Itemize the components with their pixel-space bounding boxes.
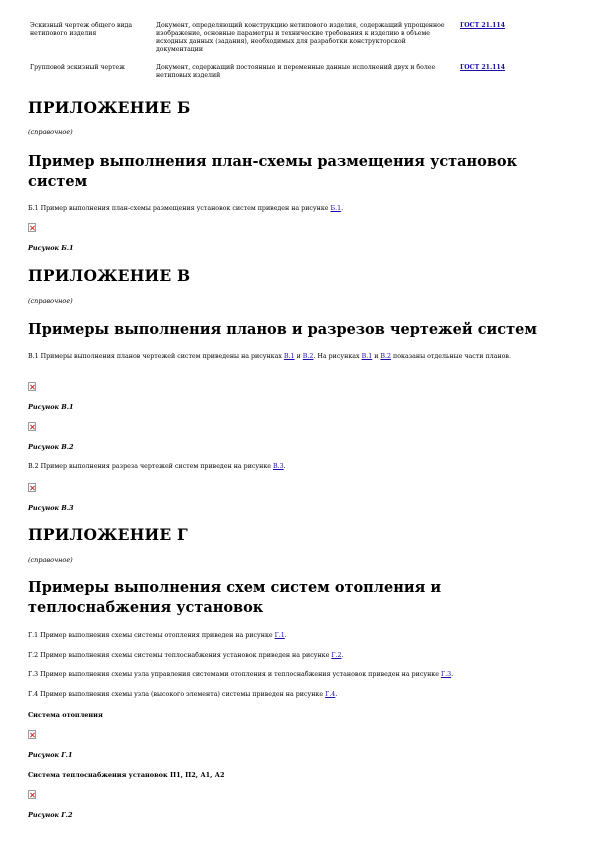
paragraph-text: В.1 Примеры выполнения планов чертежей систем приведены на рисунках — [28, 353, 284, 360]
table-cell-description: Документ, содержащий постоянные и переменные данные исполнений двух и более нетиповых изделий — [156, 64, 436, 79]
paragraph-text: и — [294, 353, 303, 360]
figure-link-v3[interactable]: В.3 — [273, 463, 284, 470]
figure-link-g4[interactable]: Г.4 — [325, 691, 336, 698]
figure-link-v2[interactable]: В.2 — [302, 353, 314, 360]
paragraph-g4 — [28, 690, 558, 699]
subheading-heat-supply-system: Система теплоснабжения установок П1, П2, А1, А2 — [28, 771, 225, 779]
figure-caption-v2: Рисунок В.2 — [28, 443, 74, 451]
appendix-b-title: ПРИЛОЖЕНИЕ Б — [28, 98, 191, 117]
paragraph-v1 — [28, 352, 558, 361]
appendix-g-title: ПРИЛОЖЕНИЕ Г — [28, 525, 188, 544]
paragraph-text: . На рисунках — [313, 353, 362, 360]
broken-image-icon — [28, 382, 36, 391]
gost-link[interactable]: ГОСТ 21.114 — [460, 22, 506, 29]
paragraph-text: показаны отдельные части планов. — [391, 353, 511, 360]
figure-caption-g2: Рисунок Г.2 — [28, 811, 73, 819]
paragraph-text: Г.4 Пример выполнения схемы узла (высокого элемента) системы приведен на рисунке — [28, 691, 326, 698]
subheading-heating-system: Система отопления — [28, 711, 103, 719]
figure-caption-g1: Рисунок Г.1 — [28, 751, 73, 759]
paragraph-g2 — [28, 651, 558, 660]
paragraph-text: В.2 Пример выполнения разреза чертежей систем приведен на рисунке — [28, 463, 273, 470]
gost-link[interactable]: ГОСТ 21.114 — [460, 64, 506, 71]
paragraph-text: Б.1 Пример выполнения план-схемы размещения установок систем приведен на рисунке — [28, 205, 331, 212]
table-cell-reference — [460, 22, 560, 30]
paragraph-end: . — [283, 463, 286, 470]
appendix-b-note: (справочное) — [28, 128, 73, 136]
figure-link-g3[interactable]: Г.3 — [440, 671, 452, 678]
appendix-g-heading: Примеры выполнения схем систем отопления и теплоснабжения установок — [28, 579, 442, 616]
figure-link-g1[interactable]: Г.1 — [274, 632, 285, 639]
table-cell-name: Групповой эскизный чертеж — [30, 64, 125, 71]
figure-link-v1[interactable]: В.1 — [361, 353, 373, 360]
appendix-g-note: (справочное) — [28, 556, 73, 564]
paragraph-b1 — [28, 204, 558, 213]
figure-link-v2[interactable]: В.2 — [380, 353, 392, 360]
figure-link-v1[interactable]: В.1 — [283, 353, 295, 360]
paragraph-text: и — [372, 353, 381, 360]
appendix-v-note: (справочное) — [28, 297, 73, 305]
appendix-v-title: ПРИЛОЖЕНИЕ В — [28, 266, 191, 285]
broken-image-icon — [28, 422, 36, 431]
broken-image-icon — [28, 483, 36, 492]
paragraph-g1 — [28, 631, 558, 640]
table-cell-reference — [460, 64, 560, 72]
paragraph-end: . — [335, 691, 338, 698]
figure-caption-v1: Рисунок В.1 — [28, 403, 74, 411]
paragraph-text: Г.1 Пример выполнения схемы системы отопления приведен на рисунке — [28, 632, 275, 639]
figure-caption-v3: Рисунок В.3 — [28, 504, 74, 512]
paragraph-text: Г.3 Пример выполнения схемы узла управления системами отопления и теплоснабжения установок приведен на рисунке — [28, 671, 441, 678]
paragraph-end: . — [284, 632, 287, 639]
figure-caption-b1: Рисунок Б.1 — [28, 244, 74, 252]
paragraph-g3 — [28, 670, 558, 679]
broken-image-icon — [28, 730, 36, 739]
figure-link-g2[interactable]: Г.2 — [331, 652, 342, 659]
figure-link-b1[interactable]: Б.1 — [330, 205, 342, 212]
paragraph-v2 — [28, 462, 558, 471]
appendix-v-heading: Примеры выполнения планов и разрезов чертежей систем — [28, 321, 537, 338]
paragraph-end: . — [451, 671, 454, 678]
table-cell-description: Документ, определяющий конструкцию нетипового изделия, содержащий упрощенное изображение, основные параметры и технические требования к изделию в объеме исходных данных (задания), необходимых для разработки конструкторской документации — [156, 22, 445, 53]
broken-image-icon — [28, 223, 36, 232]
table-cell-name: Эскизный чертеж общего вида нетипового изделия — [30, 22, 133, 37]
paragraph-end: . — [341, 652, 344, 659]
broken-image-icon — [28, 790, 36, 799]
paragraph-text: Г.2 Пример выполнения схемы системы теплоснабжения установок приведен на рисунке — [28, 652, 332, 659]
appendix-b-heading: Пример выполнения план-схемы размещения установок систем — [28, 153, 518, 190]
paragraph-end: . — [341, 205, 344, 212]
